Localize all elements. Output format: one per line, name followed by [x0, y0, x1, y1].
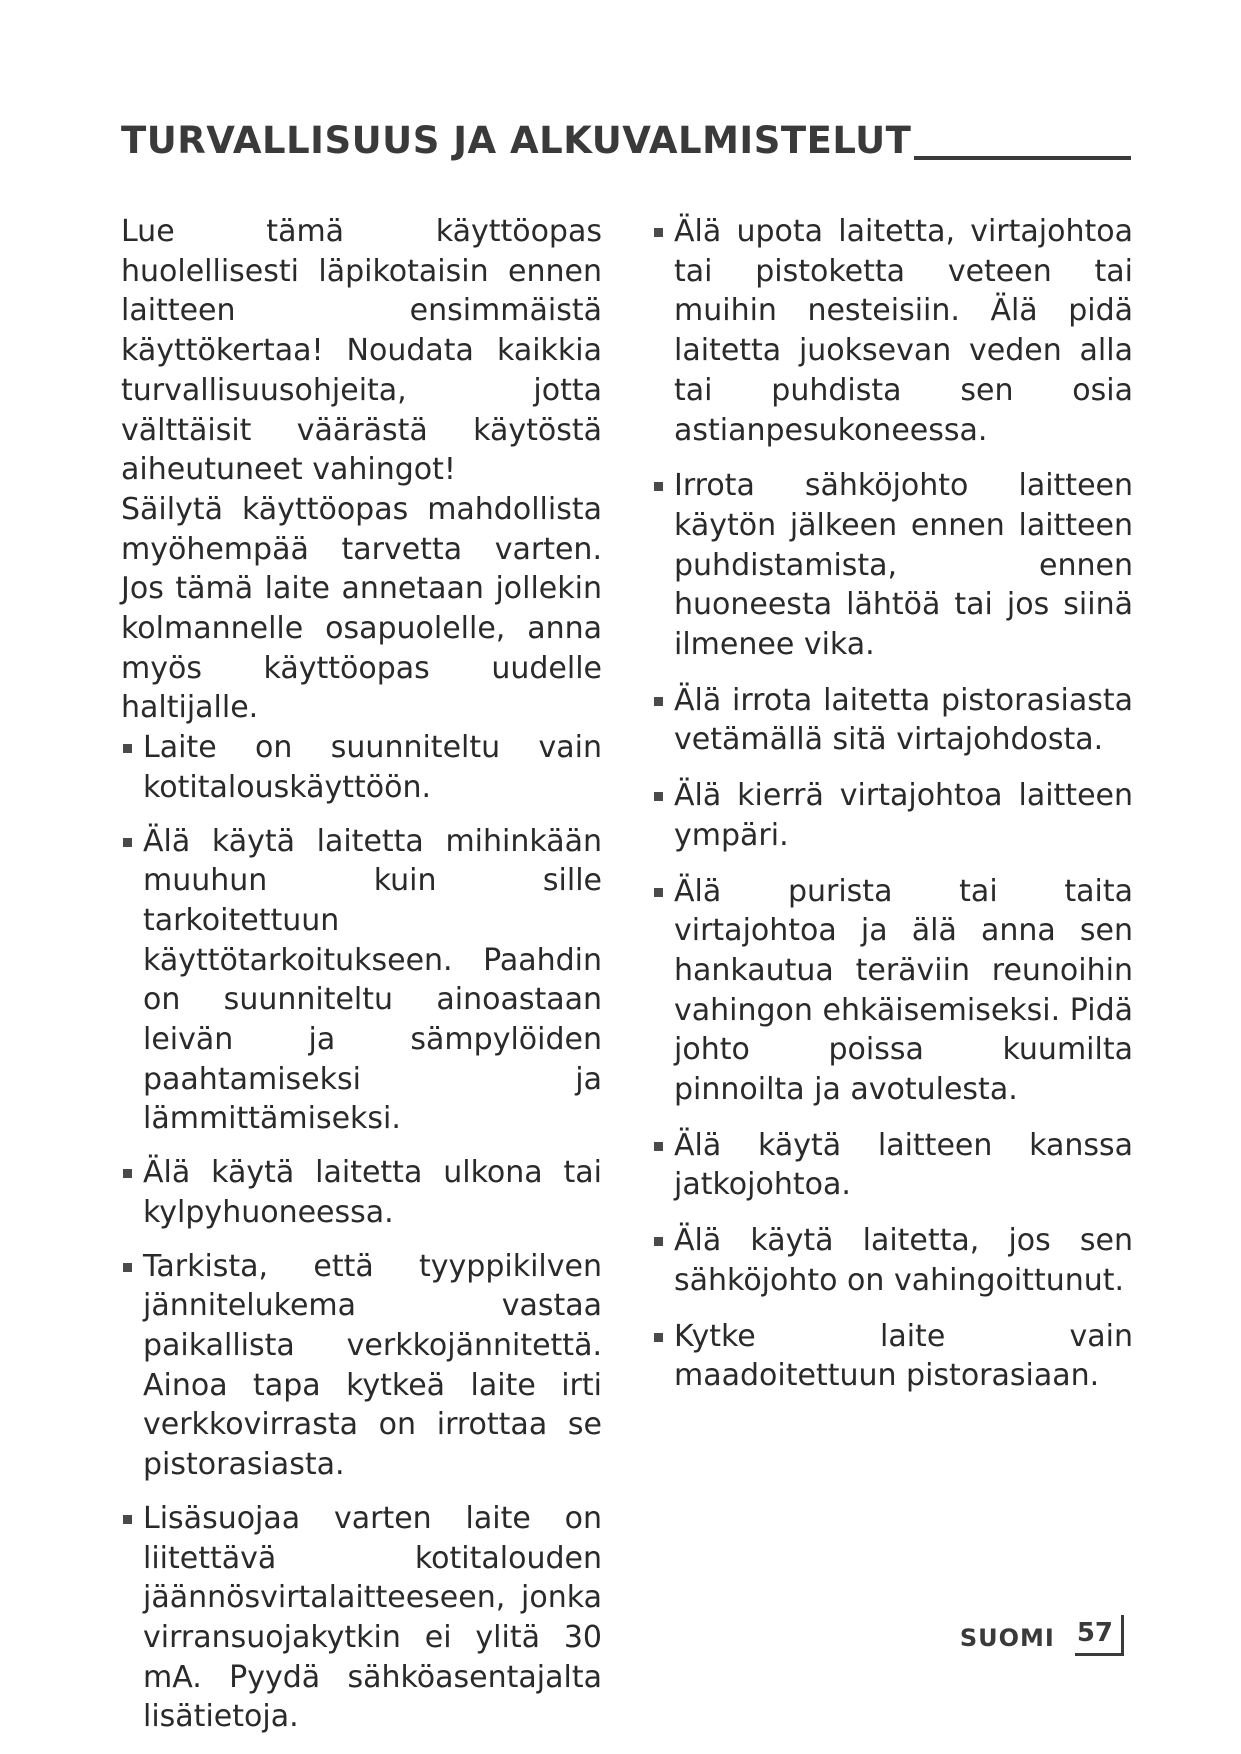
list-item — [652, 872, 1133, 1110]
list-item — [121, 1499, 602, 1737]
list-item-text: Älä upota laitetta, virtajohtoa tai pistoketta veteen tai muihin nesteisiin. Älä pidä laitetta juoksevan veden alla tai puhdista sen osia astianpesukoneessa. — [674, 214, 1133, 448]
title-rule — [914, 156, 1131, 160]
page-footer — [960, 1612, 1124, 1656]
right-bullet-list — [652, 212, 1133, 1396]
list-item — [652, 1317, 1133, 1396]
list-item — [652, 1126, 1133, 1205]
list-item-text: Lisäsuojaa varten laite on liitettävä kotitalouden jäännösvirtalaitteeseen, jonka virransuojakytkin ei ylitä 30 mA. Pyydä sähköasentajalta lisätietoja. — [143, 1500, 602, 1735]
bullet-square-icon — [654, 697, 663, 706]
list-item-text: Älä käytä laitetta, jos sen sähköjohto on vahingoittunut. — [674, 1223, 1133, 1298]
list-item — [652, 1221, 1133, 1300]
bullet-square-icon — [654, 1333, 663, 1342]
list-item-text: Älä irrota laitetta pistorasiasta vetämällä sitä virtajohdosta. — [674, 682, 1133, 758]
page-number: 57 — [1075, 1615, 1124, 1656]
list-item-text: Älä käytä laitetta mihinkään muuhun kuin sille tarkoitettuun käyttötarkoitukseen. Paahdin on suunniteltu ainoastaan leivän ja sämpylöiden paahtamiseksi ja lämmittämiseksi. — [143, 823, 602, 1137]
intro-paragraph: Lue tämä käyttöopas huolellisesti läpikotaisin ennen laitteen ensimmäistä käyttökertaa! Noudata kaikkia turvallisuusohjeita, jotta välttäisit väärästä käytöstä aiheutuneet vahingot! — [121, 214, 602, 488]
list-item-text: Älä purista tai taita virtajohtoa ja älä anna sen hankautua teräviin reunoihin vahingon ehkäisemiseksi. Pidä johto poissa kuumilta pinnoilta ja avotulesta. — [674, 873, 1133, 1108]
page-title: TURVALLISUUS JA ALKUVALMISTELUT — [121, 119, 912, 162]
page-header — [121, 116, 1131, 166]
list-item — [121, 1153, 602, 1232]
list-item — [652, 466, 1133, 665]
bullet-square-icon — [123, 1263, 132, 1272]
bullet-square-icon — [654, 792, 663, 801]
bullet-square-icon — [123, 838, 132, 847]
bullet-square-icon — [123, 1515, 132, 1524]
bullet-square-icon — [123, 1169, 132, 1178]
left-column — [121, 212, 602, 1751]
list-item-text: Älä käytä laitteen kanssa jatkojohtoa. — [674, 1127, 1133, 1203]
list-item-text: Irrota sähköjohto laitteen käytön jälkeen ennen laitteen puhdistamista, ennen huoneesta lähtöä tai jos siinä ilmenee vika. — [674, 468, 1133, 663]
right-column — [652, 212, 1133, 1412]
bullet-square-icon — [654, 1142, 663, 1151]
storage-paragraph: Säilytä käyttöopas mahdollista myöhempää tarvetta varten. Jos tämä laite annetaan jollekin kolmannelle osapuolelle, anna myös käyttöopas uudelle haltijalle. — [121, 491, 602, 726]
bullet-square-icon — [654, 1237, 663, 1246]
left-bullet-list — [121, 728, 602, 1737]
list-item — [121, 1247, 602, 1485]
list-item-text: Tarkista, että tyyppikilven jännitelukema vastaa paikallista verkkojännitettä. Ainoa tapa kytkeä laite irti verkkovirrasta on irrottaa se pistorasiasta. — [143, 1248, 602, 1483]
bullet-square-icon — [123, 744, 132, 753]
footer-language: SUOMI — [959, 1624, 1055, 1652]
list-item — [121, 822, 602, 1140]
list-item-text: Älä käytä laitetta ulkona tai kylpyhuoneessa. — [143, 1155, 602, 1230]
list-item — [652, 681, 1133, 760]
bullet-square-icon — [654, 482, 663, 491]
list-item-text: Laite on suunniteltu vain kotitalouskäyttöön. — [143, 730, 602, 805]
list-item-text: Älä kierrä virtajohtoa laitteen ympäri. — [674, 778, 1133, 853]
bullet-square-icon — [654, 228, 663, 237]
list-item-text: Kytke laite vain maadoitettuun pistorasiaan. — [674, 1318, 1133, 1394]
list-item — [652, 212, 1133, 450]
list-item — [652, 776, 1133, 855]
list-item — [121, 728, 602, 807]
bullet-square-icon — [654, 888, 663, 897]
